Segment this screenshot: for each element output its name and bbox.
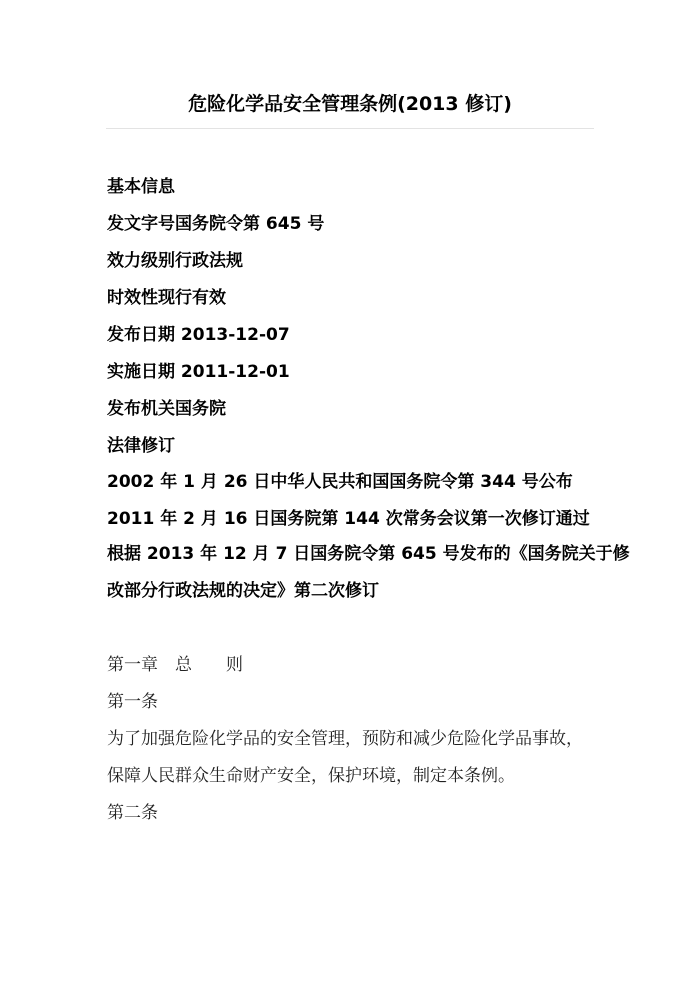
chapter-heading: 第一章 总 则 [107,655,243,675]
doc-number: 发文字号国务院令第 645 号 [107,214,325,234]
issuing-authority: 发布机关国务院 [107,399,226,419]
effective-date: 实施日期 2011-12-01 [107,362,290,382]
revision-line-3b: 改部分行政法规的决定》第二次修订 [107,581,379,601]
article-2-heading: 第二条 [107,803,158,823]
revision-heading: 法律修订 [107,436,175,456]
revision-line-2: 2011 年 2 月 16 日国务院第 144 次常务会议第一次修订通过 [107,509,590,529]
validity-status: 时效性现行有效 [107,288,226,308]
article-1-text-line-2: 保障人民群众生命财产安全，保护环境，制定本条例。 [107,766,515,786]
article-1-heading: 第一条 [107,692,158,712]
article-1-text-line-1: 为了加强危险化学品的安全管理，预防和减少危险化学品事故， [107,729,583,749]
basic-info-heading: 基本信息 [107,177,175,197]
document-title: 危险化学品安全管理条例(2013 修订) [188,93,512,115]
title-divider [106,128,594,129]
publish-date: 发布日期 2013-12-07 [107,325,290,345]
revision-line-1: 2002 年 1 月 26 日中华人民共和国国务院令第 344 号公布 [107,472,573,492]
revision-line-3a: 根据 2013 年 12 月 7 日国务院令第 645 号发布的《国务院关于修 [107,544,630,564]
effect-level: 效力级别行政法规 [107,251,243,271]
